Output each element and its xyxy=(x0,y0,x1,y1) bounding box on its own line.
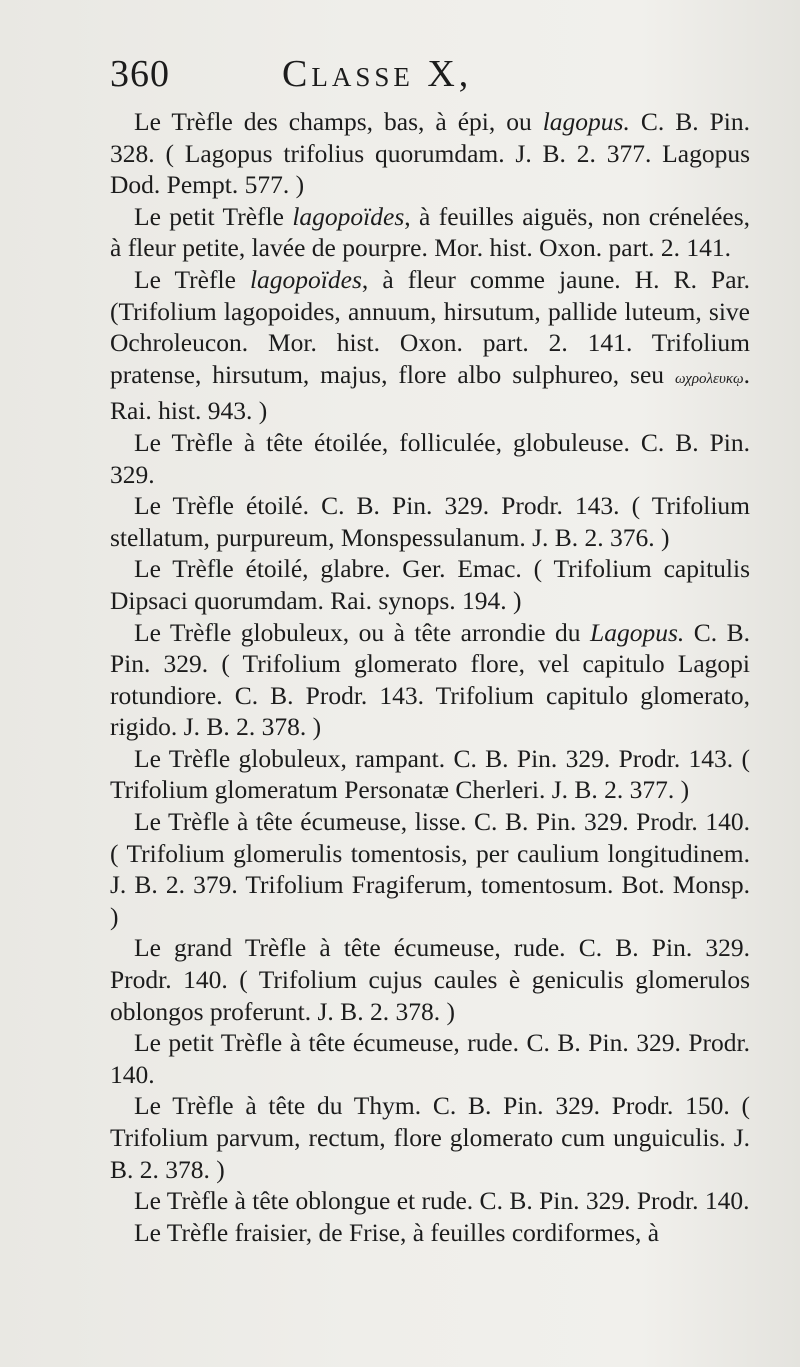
entry-5: Le Trèfle étoilé. C. B. Pin. 329. Prodr. 143. ( Trifolium stellatum, purpureum, Monspessulanum. J. B. 2. 376. ) xyxy=(110,491,750,552)
entry-8: Le Trèfle globuleux, rampant. C. B. Pin. 329. Prodr. 143. ( Trifolium glomeratum Personatæ Cherleri. J. B. 2. 377. ) xyxy=(110,743,750,805)
entry-2: Le petit Trèfle lagopoïdes, à feuilles aiguës, non crénelées, à fleur petite, lavée de pourpre. Mor. hist. Oxon. part. 2. 141. xyxy=(110,201,751,263)
entry-14: Le Trèfle fraisier, de Frise, à feuilles cordiformes, à xyxy=(134,1217,660,1247)
running-head: Classe X, xyxy=(282,53,473,95)
page-number: 360 xyxy=(110,53,170,95)
entry-7: Le Trèfle globuleux, ou à tête arrondie du Lagopus. C. B. Pin. 329. ( Trifolium glomerato flore, vel capitulo Lagopi rotundiore. C. B. Prodr. 143. Trifolium capitulo glomerato, rigido. J. B. 2. 378. ) xyxy=(110,617,750,742)
entry-9: Le Trèfle à tête écumeuse, lisse. C. B. Pin. 329. Prodr. 140. ( Trifolium glomerulis tomentosis, per caulium longitudinem. J. B. 2. 379. Trifolium Fragiferum, tomentosum. Bot. Monsp. ) xyxy=(110,807,750,931)
entry-1: Le Trèfle des champs, bas, à épi, ou lagopus. C. B. Pin. 328. ( Lagopus trifolius quorumdam. J. B. 2. 377. Lagopus Dod. Pempt. 577. ) xyxy=(110,107,750,200)
page-header xyxy=(110,52,750,102)
entry-3: Le Trèfle lagopoïdes, à fleur comme jaune. H. R. Par. (Trifolium lagopoides, annuum, hirsutum, pallide luteum, sive Ochroleucon. Mor. hist. Oxon. part. 2. 141. Trifolium pratense, hirsutum, majus, flore albo sulphureo, seu ωχρολευκῳ. Rai. hist. 943. ) xyxy=(110,264,750,426)
entry-12: Le Trèfle à tête du Thym. C. B. Pin. 329. Prodr. 150. ( Trifolium parvum, rectum, flore glomerato cum unguiculis. J. B. 2. 378. ) xyxy=(110,1091,750,1184)
entry-13: Le Trèfle à tête oblongue et rude. C. B. Pin. 329. Prodr. 140. xyxy=(134,1186,750,1216)
body-text xyxy=(110,106,750,1248)
entry-6: Le Trèfle étoilé, glabre. Ger. Emac. ( Trifolium capitulis Dipsaci quorumdam. Rai. synops. 194. ) xyxy=(110,554,750,615)
entry-4: Le Trèfle à tête étoilée, folliculée, globuleuse. C. B. Pin. 329. xyxy=(110,427,750,489)
entry-10: Le grand Trèfle à tête écumeuse, rude. C. B. Pin. 329. Prodr. 140. ( Trifolium cujus caules è geniculis glomerulos oblongos proferunt. J. B. 2. 378. ) xyxy=(110,933,750,1026)
entry-11: Le petit Trèfle à tête écumeuse, rude. C. B. Pin. 329. Prodr. 140. xyxy=(110,1028,750,1089)
